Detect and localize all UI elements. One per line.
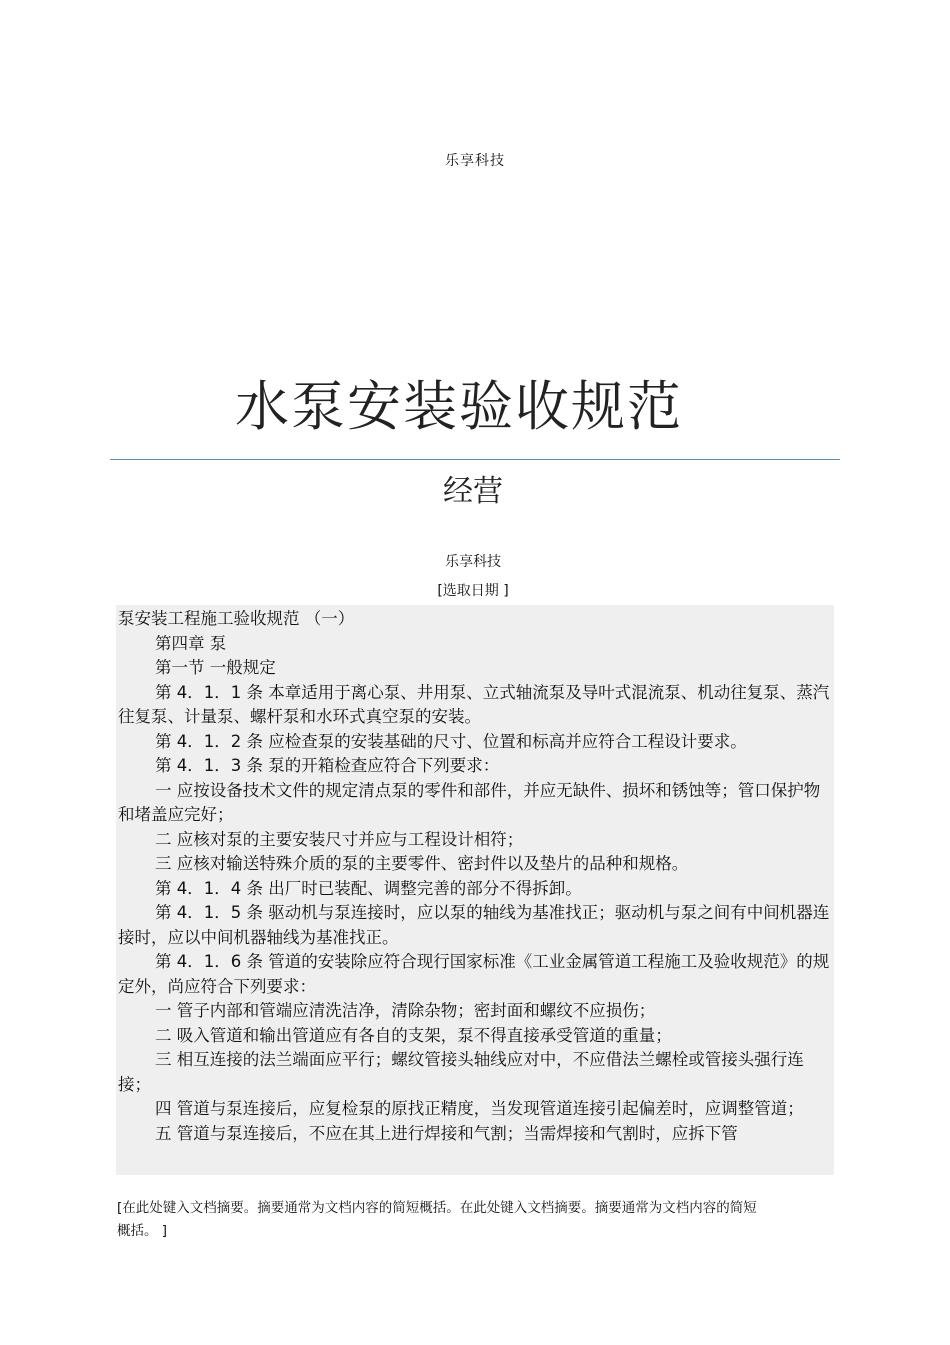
paragraph: 三 应核对输送特殊介质的泵的主要零件、密封件以及垫片的品种和规格。 bbox=[155, 854, 689, 873]
paragraph: 一 管子内部和管端应清洗洁净，清除杂物；密封面和螺纹不应损伤； bbox=[155, 1001, 656, 1020]
paragraph: 第 4．1．6 条 管道的安装除应符合现行国家标准《工业金属管道工程施工及验收规范》的规定外，尚应符合下列要求： bbox=[118, 952, 830, 996]
paragraph: 第 4．1．2 条 应检查泵的安装基础的尺寸、位置和标高并应符合工程设计要求。 bbox=[155, 731, 747, 751]
abstract-content-box bbox=[116, 605, 834, 1175]
paragraph: 二 应核对泵的主要安装尺寸并应与工程设计相符； bbox=[155, 829, 524, 849]
paragraph: 三 相互连接的法兰端面应平行；螺纹管接头轴线应对中，不应借法兰螺栓或管接头强行连接； bbox=[118, 1050, 804, 1094]
paragraph: 五 管道与泵连接后，不应在其上进行焊接和气割；当需焊接和气割时，应拆下管 bbox=[155, 1123, 738, 1143]
company-name: 乐享科技 bbox=[445, 554, 501, 570]
date-placeholder[interactable]: [选取日期 ] bbox=[437, 583, 509, 599]
paragraph: 第四章 泵 bbox=[155, 633, 227, 653]
title-divider bbox=[110, 459, 840, 460]
paragraph: 四 管道与泵连接后，应复检泵的原找正精度，当发现管道连接引起偏差时，应调整管道； bbox=[155, 1099, 804, 1118]
header-company-name: 乐享科技 bbox=[445, 153, 505, 169]
paragraph: 第一节 一般规定 bbox=[155, 658, 276, 677]
paragraph: 第 4．1．3 条 泵的开箱检查应符合下列要求： bbox=[155, 756, 500, 775]
paragraph: 二 吸入管道和输出管道应有各自的支架，泵不得直接承受管道的重量； bbox=[155, 1025, 672, 1045]
document-abstract-placeholder[interactable]: [在此处键入文档摘要。摘要通常为文档内容的简短概括。在此处键入文档摘要。摘要通常为文档内容的简短概括。 ] bbox=[117, 1200, 757, 1239]
paragraph: 第 4．1．4 条 出厂时已装配、调整完善的部分不得拆卸。 bbox=[155, 878, 582, 898]
document-subtitle: 经营 bbox=[443, 474, 503, 509]
paragraph: 泵安装工程施工验收规范 （一） bbox=[118, 609, 355, 628]
document-title: 水泵安装验收规范 bbox=[235, 375, 683, 438]
paragraph: 第 4．1．5 条 驱动机与泵连接时，应以泵的轴线为基准找正；驱动机与泵之间有中间机器连接时，应以中间机器轴线为基准找正。 bbox=[118, 903, 830, 947]
paragraph: 第 4．1．1 条 本章适用于离心泵、井用泵、立式轴流泵及导叶式混流泵、机动往复泵、蒸汽往复泵、计量泵、螺杆泵和水环式真空泵的安装。 bbox=[118, 682, 830, 726]
paragraph: 一 应按设备技术文件的规定清点泵的零件和部件，并应无缺件、损坏和锈蚀等；管口保护物和堵盖应完好； bbox=[118, 780, 821, 824]
